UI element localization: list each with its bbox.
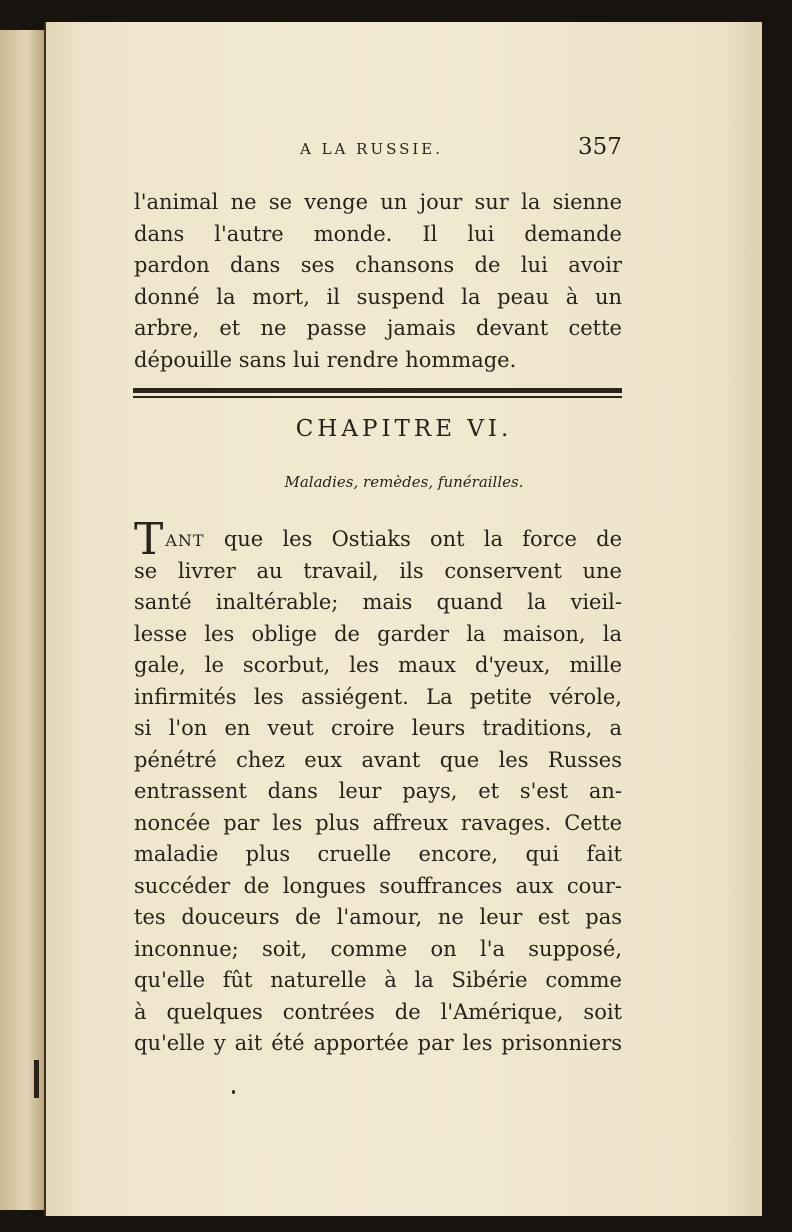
binding-mark (34, 1060, 39, 1098)
chapter-title: CHAPITRE VI. (295, 416, 513, 442)
running-head: A LA RUSSIE. (300, 140, 444, 158)
divider-thin-rule (133, 396, 622, 398)
text-line: lesse les oblige de garder la maison, la (134, 621, 622, 646)
text-line: tes douceurs de l'amour, ne leur est pas (134, 905, 622, 929)
chapter-subtitle: Maladies, remèdes, funérailles. (284, 473, 524, 491)
page-header (46, 134, 762, 164)
text-line: à quelques contrées de l'Amérique, soit (134, 999, 622, 1024)
text-line: noncée par les plus affreux ravages. Cette (134, 810, 622, 835)
text-line: qu'elle fût naturelle à la Sibérie comme (134, 968, 622, 992)
text-line: entrassent dans leur pays, et s'est an- (134, 779, 622, 803)
main-paragraph (134, 514, 622, 1060)
text-line: inconnue; soit, comme on l'a supposé, (134, 936, 622, 961)
text-line: succéder de longues souffrances aux cour- (134, 873, 622, 898)
text-line: dépouille sans lui rendre hommage. (134, 347, 517, 372)
page-number: 357 (578, 134, 622, 160)
text-line: pardon dans ses chansons de lui avoir (134, 253, 622, 277)
text-line: arbre, et ne passe jamais devant cette (134, 316, 622, 340)
text-line: qu'elle y ait été apportée par les prisonniers (134, 1031, 622, 1055)
text-line: dans l'autre monde. Il lui demande (134, 221, 622, 246)
text-line: pénétré chez eux avant que les Russes (134, 747, 622, 772)
text-line: donné la mort, il suspend la peau à un (134, 284, 622, 309)
book-page (44, 22, 762, 1216)
text-line: si l'on en veut croire leurs traditions, a (134, 716, 622, 740)
text-line: se livrer au travail, ils conservent une (134, 558, 622, 583)
first-line-rest: que les Ostiaks ont la force de (223, 527, 622, 551)
text-line: l'animal ne se venge un jour sur la sienne (134, 190, 622, 214)
divider-thick-rule (133, 388, 622, 393)
ink-speck (232, 1090, 235, 1094)
top-paragraph (134, 187, 622, 376)
text-line: maladie plus cruelle encore, qui fait (134, 842, 622, 866)
previous-page-edge (0, 30, 46, 1210)
text-line: infirmités les assiégent. La petite vérole, (134, 684, 622, 709)
first-text-line (134, 514, 622, 565)
section-divider (133, 388, 622, 399)
drop-cap: T (134, 514, 164, 565)
first-word-small-caps: ANT (165, 531, 205, 550)
text-line: gale, le scorbut, les maux d'yeux, mille (134, 653, 622, 677)
text-line: santé inaltérable; mais quand la vieil- (134, 590, 622, 614)
